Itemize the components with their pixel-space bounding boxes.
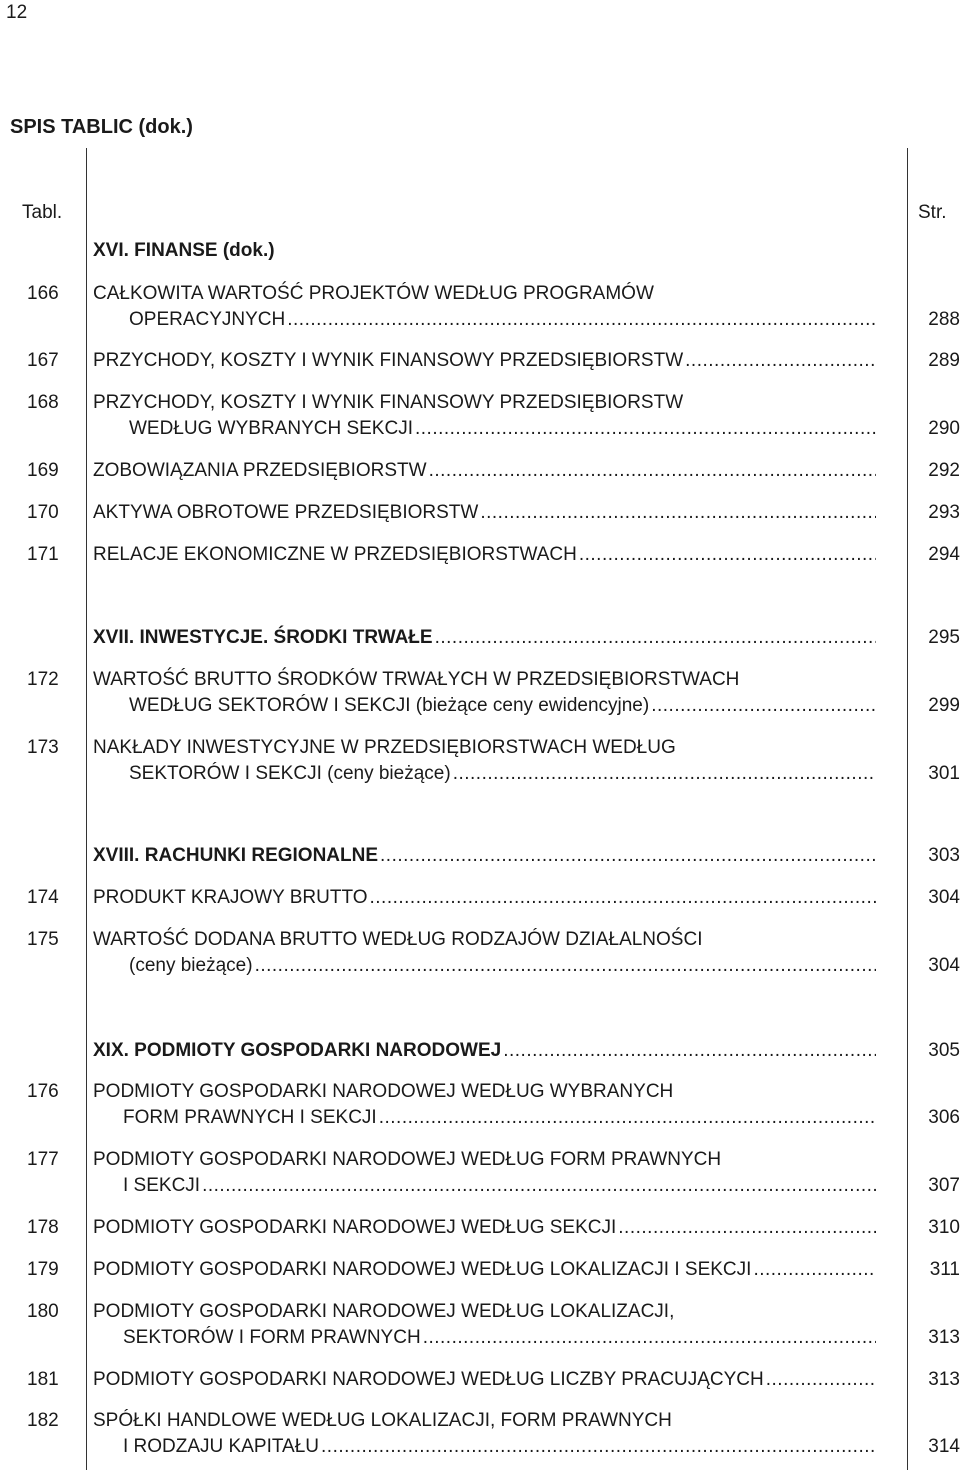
dot-leader	[423, 1327, 876, 1349]
column-divider-left	[86, 148, 87, 1470]
table-number: 166	[27, 283, 59, 304]
dot-leader	[287, 309, 876, 331]
table-page-number: 310	[928, 1217, 960, 1238]
table-page-number: 299	[928, 695, 960, 716]
entry-title-text: PRZYCHODY, KOSZTY I WYNIK FINANSOWY PRZEDSIĘBIORSTW	[93, 350, 684, 371]
table-number: 182	[27, 1410, 59, 1431]
dot-leader	[579, 544, 876, 566]
table-number: 176	[27, 1081, 59, 1102]
entry-title-line	[93, 1081, 876, 1103]
dot-leader	[618, 1217, 876, 1239]
entry-title-text: WARTOŚĆ DODANA BRUTTO WEDŁUG RODZAJÓW DZIAŁALNOŚCI	[93, 929, 703, 950]
entry-title-line	[93, 669, 876, 691]
entry-title-line	[129, 955, 876, 977]
table-page-number: 304	[928, 887, 960, 908]
entry-title-text: WEDŁUG SEKTORÓW I SEKCJI (bieżące ceny ewidencyjne)	[129, 695, 650, 716]
dot-leader	[202, 1175, 876, 1197]
entry-title-text: OPERACYJNYCH	[129, 309, 286, 330]
column-divider-right	[907, 148, 908, 1470]
entry-title-text: WARTOŚĆ BRUTTO ŚRODKÓW TRWAŁYCH W PRZEDSIĘBIORSTWACH	[93, 669, 740, 690]
table-page-number: 288	[928, 309, 960, 330]
table-number: 168	[27, 392, 59, 413]
list-title: SPIS TABLIC (dok.)	[10, 116, 193, 138]
entry-title-line	[123, 1107, 876, 1129]
table-page-number: 313	[928, 1369, 960, 1390]
entry-title-line	[93, 1369, 876, 1391]
entry-title-line	[93, 1149, 876, 1171]
section-page-number: 295	[928, 627, 960, 648]
section-title: XVI. FINANSE (dok.)	[93, 240, 275, 261]
dot-leader	[651, 695, 876, 717]
dot-leader	[379, 1107, 876, 1129]
table-page-number: 290	[928, 418, 960, 439]
section-page-number: 305	[928, 1040, 960, 1061]
dot-leader	[435, 627, 876, 649]
entry-title-line	[123, 1175, 876, 1197]
dot-leader	[766, 1369, 876, 1391]
entry-title-line	[123, 1436, 876, 1458]
section-title: XVIII. RACHUNKI REGIONALNE	[93, 845, 379, 866]
entry-title-text: I RODZAJU KAPITAŁU	[123, 1436, 320, 1457]
entry-title-line	[93, 1410, 876, 1432]
entry-title-line	[93, 845, 876, 867]
entry-title-line	[93, 929, 876, 951]
entry-title-line	[93, 737, 876, 759]
entry-title-line	[93, 1301, 876, 1323]
page-column-header: Str.	[918, 202, 947, 223]
entry-title-line	[129, 309, 876, 331]
table-page-number: 301	[928, 763, 960, 784]
table-number: 175	[27, 929, 59, 950]
entry-title-text: PODMIOTY GOSPODARKI NARODOWEJ WEDŁUG FORM PRAWNYCH	[93, 1149, 722, 1170]
page-number: 12	[6, 2, 28, 23]
dot-leader	[453, 763, 876, 785]
table-page-number: 289	[928, 350, 960, 371]
table-number: 180	[27, 1301, 59, 1322]
table-number: 177	[27, 1149, 59, 1170]
dot-leader	[753, 1259, 876, 1281]
entry-title-text: (ceny bieżące)	[129, 955, 253, 976]
entry-title-text: PODMIOTY GOSPODARKI NARODOWEJ WEDŁUG LOKALIZACJI I SEKCJI	[93, 1259, 752, 1280]
entry-title-line	[93, 240, 876, 262]
entry-title-text: ZOBOWIĄZANIA PRZEDSIĘBIORSTW	[93, 460, 427, 481]
entry-title-line	[123, 1327, 876, 1349]
entry-title-line	[93, 460, 876, 482]
entry-title-text: AKTYWA OBROTOWE PRZEDSIĘBIORSTW	[93, 502, 479, 523]
section-page-number: 303	[928, 845, 960, 866]
table-page-number: 294	[928, 544, 960, 565]
entry-title-text: FORM PRAWNYCH I SEKCJI	[123, 1107, 377, 1128]
entry-title-text: I SEKCJI	[123, 1175, 201, 1196]
dot-leader	[503, 1040, 876, 1062]
entry-title-text: WEDŁUG WYBRANYCH SEKCJI	[129, 418, 413, 439]
table-number: 172	[27, 669, 59, 690]
dot-leader	[429, 460, 876, 482]
section-title: XVII. INWESTYCJE. ŚRODKI TRWAŁE	[93, 627, 433, 648]
entry-title-text: PODMIOTY GOSPODARKI NARODOWEJ WEDŁUG SEKCJI	[93, 1217, 617, 1238]
table-page-number: 292	[928, 460, 960, 481]
entry-title-line	[129, 695, 876, 717]
entry-title-line	[93, 544, 876, 566]
entry-title-line	[93, 1259, 876, 1281]
dot-leader	[415, 418, 876, 440]
entry-title-text: PODMIOTY GOSPODARKI NARODOWEJ WEDŁUG LICZBY PRACUJĄCYCH	[93, 1369, 764, 1390]
entry-title-line	[93, 392, 876, 414]
entry-title-text: PRODUKT KRAJOWY BRUTTO	[93, 887, 368, 908]
entry-title-line	[93, 502, 876, 524]
entry-title-line	[129, 763, 876, 785]
entry-title-line	[93, 1217, 876, 1239]
entry-title-text: PODMIOTY GOSPODARKI NARODOWEJ WEDŁUG WYBRANYCH	[93, 1081, 674, 1102]
table-number: 173	[27, 737, 59, 758]
entry-title-text: PRZYCHODY, KOSZTY I WYNIK FINANSOWY PRZEDSIĘBIORSTW	[93, 392, 684, 413]
table-page-number: 306	[928, 1107, 960, 1128]
entry-title-line	[93, 350, 876, 372]
entry-title-line	[93, 283, 876, 305]
table-number: 167	[27, 350, 59, 371]
entry-title-text: RELACJE EKONOMICZNE W PRZEDSIĘBIORSTWACH	[93, 544, 577, 565]
dot-leader	[255, 955, 876, 977]
section-title: XIX. PODMIOTY GOSPODARKI NARODOWEJ	[93, 1040, 502, 1061]
entry-title-text: PODMIOTY GOSPODARKI NARODOWEJ WEDŁUG LOKALIZACJI,	[93, 1301, 675, 1322]
table-number: 169	[27, 460, 59, 481]
table-number: 178	[27, 1217, 59, 1238]
table-page-number: 311	[929, 1259, 960, 1280]
entry-title-text: NAKŁADY INWESTYCYJNE W PRZEDSIĘBIORSTWACH WEDŁUG	[93, 737, 676, 758]
entry-title-line	[93, 887, 876, 909]
dot-leader	[685, 350, 876, 372]
table-page-number: 313	[928, 1327, 960, 1348]
entry-title-line	[129, 418, 876, 440]
entry-title-text: SEKTORÓW I FORM PRAWNYCH	[123, 1327, 421, 1348]
table-page-number: 293	[928, 502, 960, 523]
entry-title-text: CAŁKOWITA WARTOŚĆ PROJEKTÓW WEDŁUG PROGRAMÓW	[93, 283, 654, 304]
dot-leader	[380, 845, 876, 867]
dot-leader	[480, 502, 876, 524]
entry-title-text: SEKTORÓW I SEKCJI (ceny bieżące)	[129, 763, 451, 784]
dot-leader	[321, 1436, 876, 1458]
entry-title-text: SPÓŁKI HANDLOWE WEDŁUG LOKALIZACJI, FORM PRAWNYCH	[93, 1410, 672, 1431]
table-number: 170	[27, 502, 59, 523]
entry-title-line	[93, 627, 876, 649]
table-number: 179	[27, 1259, 59, 1280]
entry-title-line	[93, 1040, 876, 1062]
dot-leader	[369, 887, 876, 909]
table-page-number: 304	[928, 955, 960, 976]
table-column-header: Tabl.	[22, 202, 63, 223]
table-page-number: 314	[928, 1436, 960, 1457]
table-number: 181	[27, 1369, 59, 1390]
table-number: 171	[27, 544, 59, 565]
table-page-number: 307	[928, 1175, 960, 1196]
table-number: 174	[27, 887, 59, 908]
